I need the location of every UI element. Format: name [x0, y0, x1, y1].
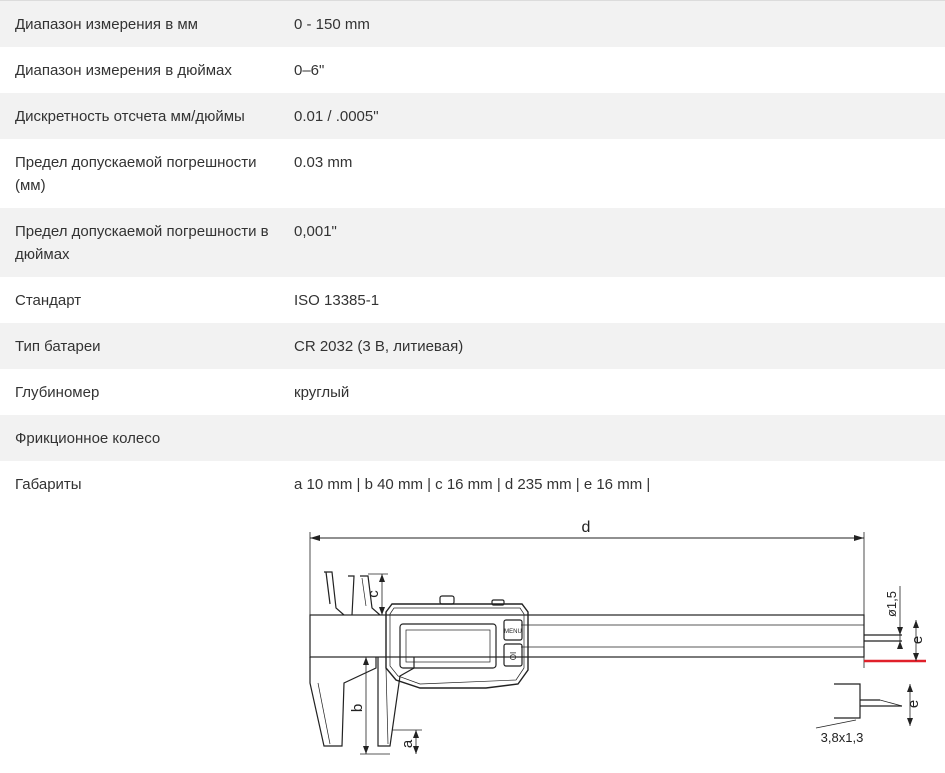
spec-row-depth-gauge [0, 369, 945, 415]
spec-row-friction-wheel [0, 415, 945, 461]
dim-e2-label: e [905, 699, 922, 709]
spec-value: a 10 mm | b 40 mm | c 16 mm | d 235 mm | e 16 mm | [294, 476, 651, 493]
spec-label: Предел допускаемой погрешности в дюймах [15, 223, 269, 263]
dimension-d [310, 519, 864, 668]
dim-diameter-label: ø1,5 [884, 590, 899, 618]
spec-label: Диапазон измерения в мм [15, 16, 198, 33]
depth-rod-detail [864, 586, 926, 661]
spec-row-standard [0, 277, 945, 323]
menu-label: MENU [504, 629, 522, 635]
spec-value: 0 - 150 mm [294, 16, 370, 33]
spec-label: Предел допускаемой погрешности (мм) [15, 154, 257, 194]
spec-value: CR 2032 (3 В, литиевая) [294, 338, 464, 355]
spec-label: Глубиномер [15, 384, 100, 401]
power-button-icon [504, 644, 522, 666]
caliper-drawing-svg [296, 508, 936, 768]
dimension-a [392, 730, 422, 754]
spec-label: Стандарт [15, 292, 82, 309]
spec-label: Диапазон измерения в дюймах [15, 62, 232, 79]
cross-section-detail [816, 684, 922, 745]
dim-section-label: 3,8x1,3 [820, 730, 864, 745]
spec-row-error-mm [0, 139, 945, 208]
menu-button-icon [504, 620, 522, 640]
spec-value: 0.03 mm [294, 154, 353, 171]
spec-value: ISO 13385-1 [294, 292, 380, 309]
spec-label: Тип батареи [15, 338, 101, 355]
dim-e-label: e [909, 635, 926, 645]
dim-c-label: c [365, 590, 382, 598]
caliper-beam [310, 615, 864, 657]
dim-d-label: d [581, 519, 591, 536]
dim-a-label: a [399, 739, 416, 749]
spec-row-battery [0, 323, 945, 369]
spec-label: Фрикционное колесо [15, 430, 161, 447]
spec-value: круглый [294, 384, 350, 401]
dim-b-label: b [349, 703, 366, 713]
spec-row-dimensions [0, 461, 945, 507]
caliper-dimension-drawing [296, 508, 936, 768]
spec-value: 0–6" [294, 62, 325, 79]
display-housing [386, 596, 528, 688]
spec-row-error-inch [0, 208, 945, 277]
power-label: OI [509, 651, 518, 661]
spec-row-range-mm [0, 1, 945, 47]
spec-value: 0.01 / .0005" [294, 108, 379, 125]
spec-label: Габариты [15, 476, 82, 493]
spec-row-range-inch [0, 47, 945, 93]
spec-value: 0,001" [294, 223, 337, 240]
spec-row-resolution [0, 93, 945, 139]
spec-label: Дискретность отсчета мм/дюймы [15, 108, 245, 125]
